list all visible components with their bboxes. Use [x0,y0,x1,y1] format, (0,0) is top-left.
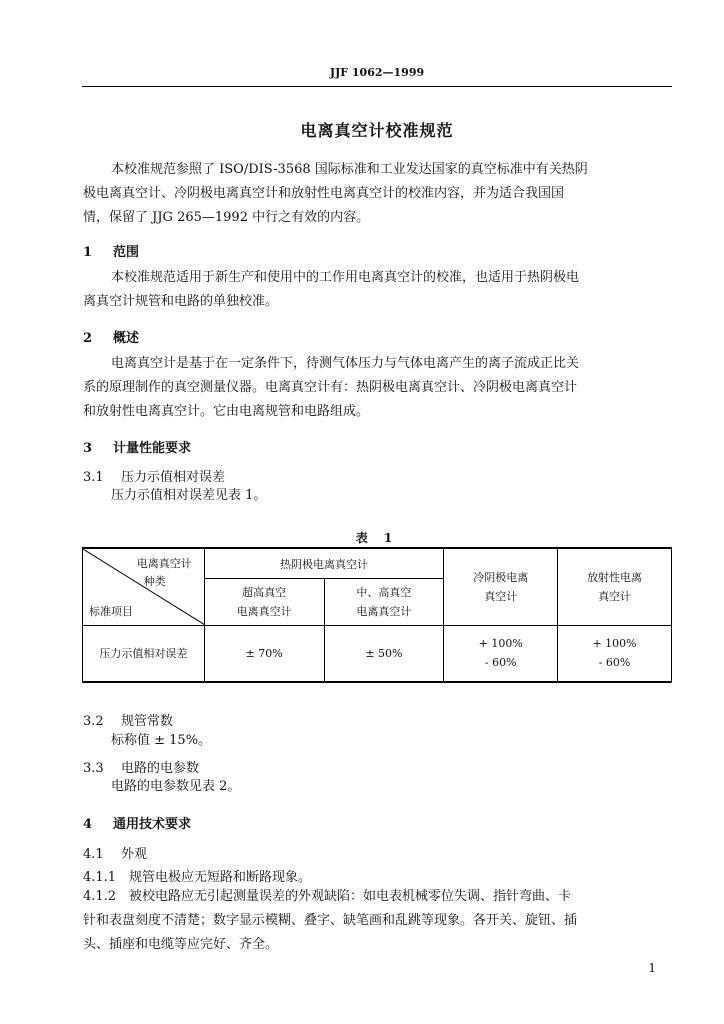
header-rule [82,86,672,87]
paragraph-line: 针和表盘刻度不清楚；数字显示模糊、叠字、缺笔画和乱跳等现象。各开关、旋钮、插 [83,913,578,928]
paragraph-line: 本校准规范适用于新生产和使用中的工作用电离真空计的校准，也适用于热阴极电 [111,270,580,285]
value-mid-high: ± 50% [324,626,444,682]
header-cold-cathode [444,548,558,626]
section-number: 3.1 [83,470,104,485]
running-header: JJF 1062—1999 [329,66,425,79]
header-text: 真空计 [484,590,518,603]
section-number: 1 [83,245,93,260]
value-text: - 60% [598,656,631,670]
value-cold-cathode [444,626,558,682]
section-title: 通用技术要求 [113,817,192,832]
paragraph-line: 标称值 ± 15%。 [111,733,212,748]
section-number: 4.1.1 [83,870,117,885]
section-title: 范围 [113,245,140,260]
paragraph-line: 头、插座和电缆等应完好、齐全。 [83,937,279,952]
section-4-heading [83,813,191,832]
intro-line: 本校准规范参照了 ISO/DIS-3568 国际标准和工业发达国家的真空标准中有关热阴 [111,162,588,177]
corner-label-mid: 种类 [143,575,166,588]
section-title: 外观 [121,847,148,862]
header-text: 超高真空 [242,586,287,600]
section-3-3-heading [83,757,199,776]
section-3-1-paragraph [83,484,673,508]
header-radioactive [558,548,672,626]
section-3-2-paragraph [83,729,673,753]
intro-line: 情，保留了 JJG 265—1992 中行之有效的内容。 [83,210,370,225]
value-text: - 60% [484,656,517,670]
row-label: 压力示值相对误差 [83,626,205,682]
table-row [83,626,672,682]
section-3-2-heading [83,710,173,729]
section-4-1-heading [83,843,147,862]
section-title: 压力示值相对误差 [121,470,226,485]
paragraph-line: 电路的电参数见表 2。 [111,779,241,794]
paragraph-line: 离真空计规管和电路的单独校准。 [83,294,279,309]
paragraph-line: 电离真空计是基于在一定条件下，待测气体压力与气体电离产生的离子流成正比关 [111,356,580,371]
value-text: + 100% [592,637,637,651]
section-3-3-paragraph [83,775,673,799]
page-number: 1 [648,961,656,975]
section-number: 2 [83,331,93,346]
header-text: 中、高真空 [356,586,412,600]
header-text: 电离真空计 [236,605,292,619]
section-number: 4 [83,817,93,832]
value-text: + 100% [478,637,523,651]
section-number: 3.3 [83,761,104,776]
section-4-1-1 [83,866,311,885]
corner-label-top: 电离真空计 [136,557,192,570]
section-number: 3 [83,441,93,456]
section-2-paragraph [83,352,673,424]
header-text: 放射性电离 [587,571,643,584]
header-text: 电离真空计 [356,605,412,619]
header-text: 冷阴极电离 [473,571,529,584]
section-3-1-heading [83,466,225,485]
value-ultra-high: ± 70% [204,626,324,682]
section-number: 3.2 [83,714,104,729]
intro-line: 极电离真空计、冷阴极电离真空计和放射性电离真空计的校准内容，并为适合我国国 [83,186,565,201]
header-ultra-high [204,579,324,626]
header-hot-cathode: 热阴极电离真空计 [204,548,444,579]
section-title: 计量性能要求 [113,441,192,456]
paragraph-line: 和放射性电离真空计。它由电离规管和电路组成。 [83,404,370,419]
paragraph-line: 压力示值相对误差见表 1。 [111,488,267,503]
section-1-paragraph [83,266,673,314]
document-title: 电离真空计校准规范 [300,121,454,140]
intro-paragraph [83,158,673,230]
section-4-1-2-paragraph [83,885,673,957]
header-mid-high [324,579,444,626]
section-text: 规管电极应无短路和断路现象。 [129,870,312,885]
section-2-heading [83,327,139,346]
section-1-heading [83,241,139,260]
header-text: 真空计 [598,590,632,603]
section-title: 规管常数 [121,714,174,729]
paragraph-text: 被校电路应无引起测量误差的外观缺陷：如电表机械零位失调、指针弯曲、卡 [129,889,572,904]
section-title: 电路的电参数 [121,761,200,776]
section-3-heading [83,437,191,456]
section-title: 概述 [113,331,140,346]
corner-label-bottom: 标准项目 [89,605,133,618]
section-number: 4.1.2 [83,889,117,904]
table-1 [82,547,672,683]
table-caption: 表 1 [355,531,399,545]
section-number: 4.1 [83,847,104,862]
paragraph-line [83,885,673,909]
table-corner-cell [83,548,205,626]
value-radioactive [558,626,672,682]
paragraph-line: 系的原理制作的真空测量仪器。电离真空计有：热阴极电离真空计、冷阴极电离真空计 [83,380,578,395]
